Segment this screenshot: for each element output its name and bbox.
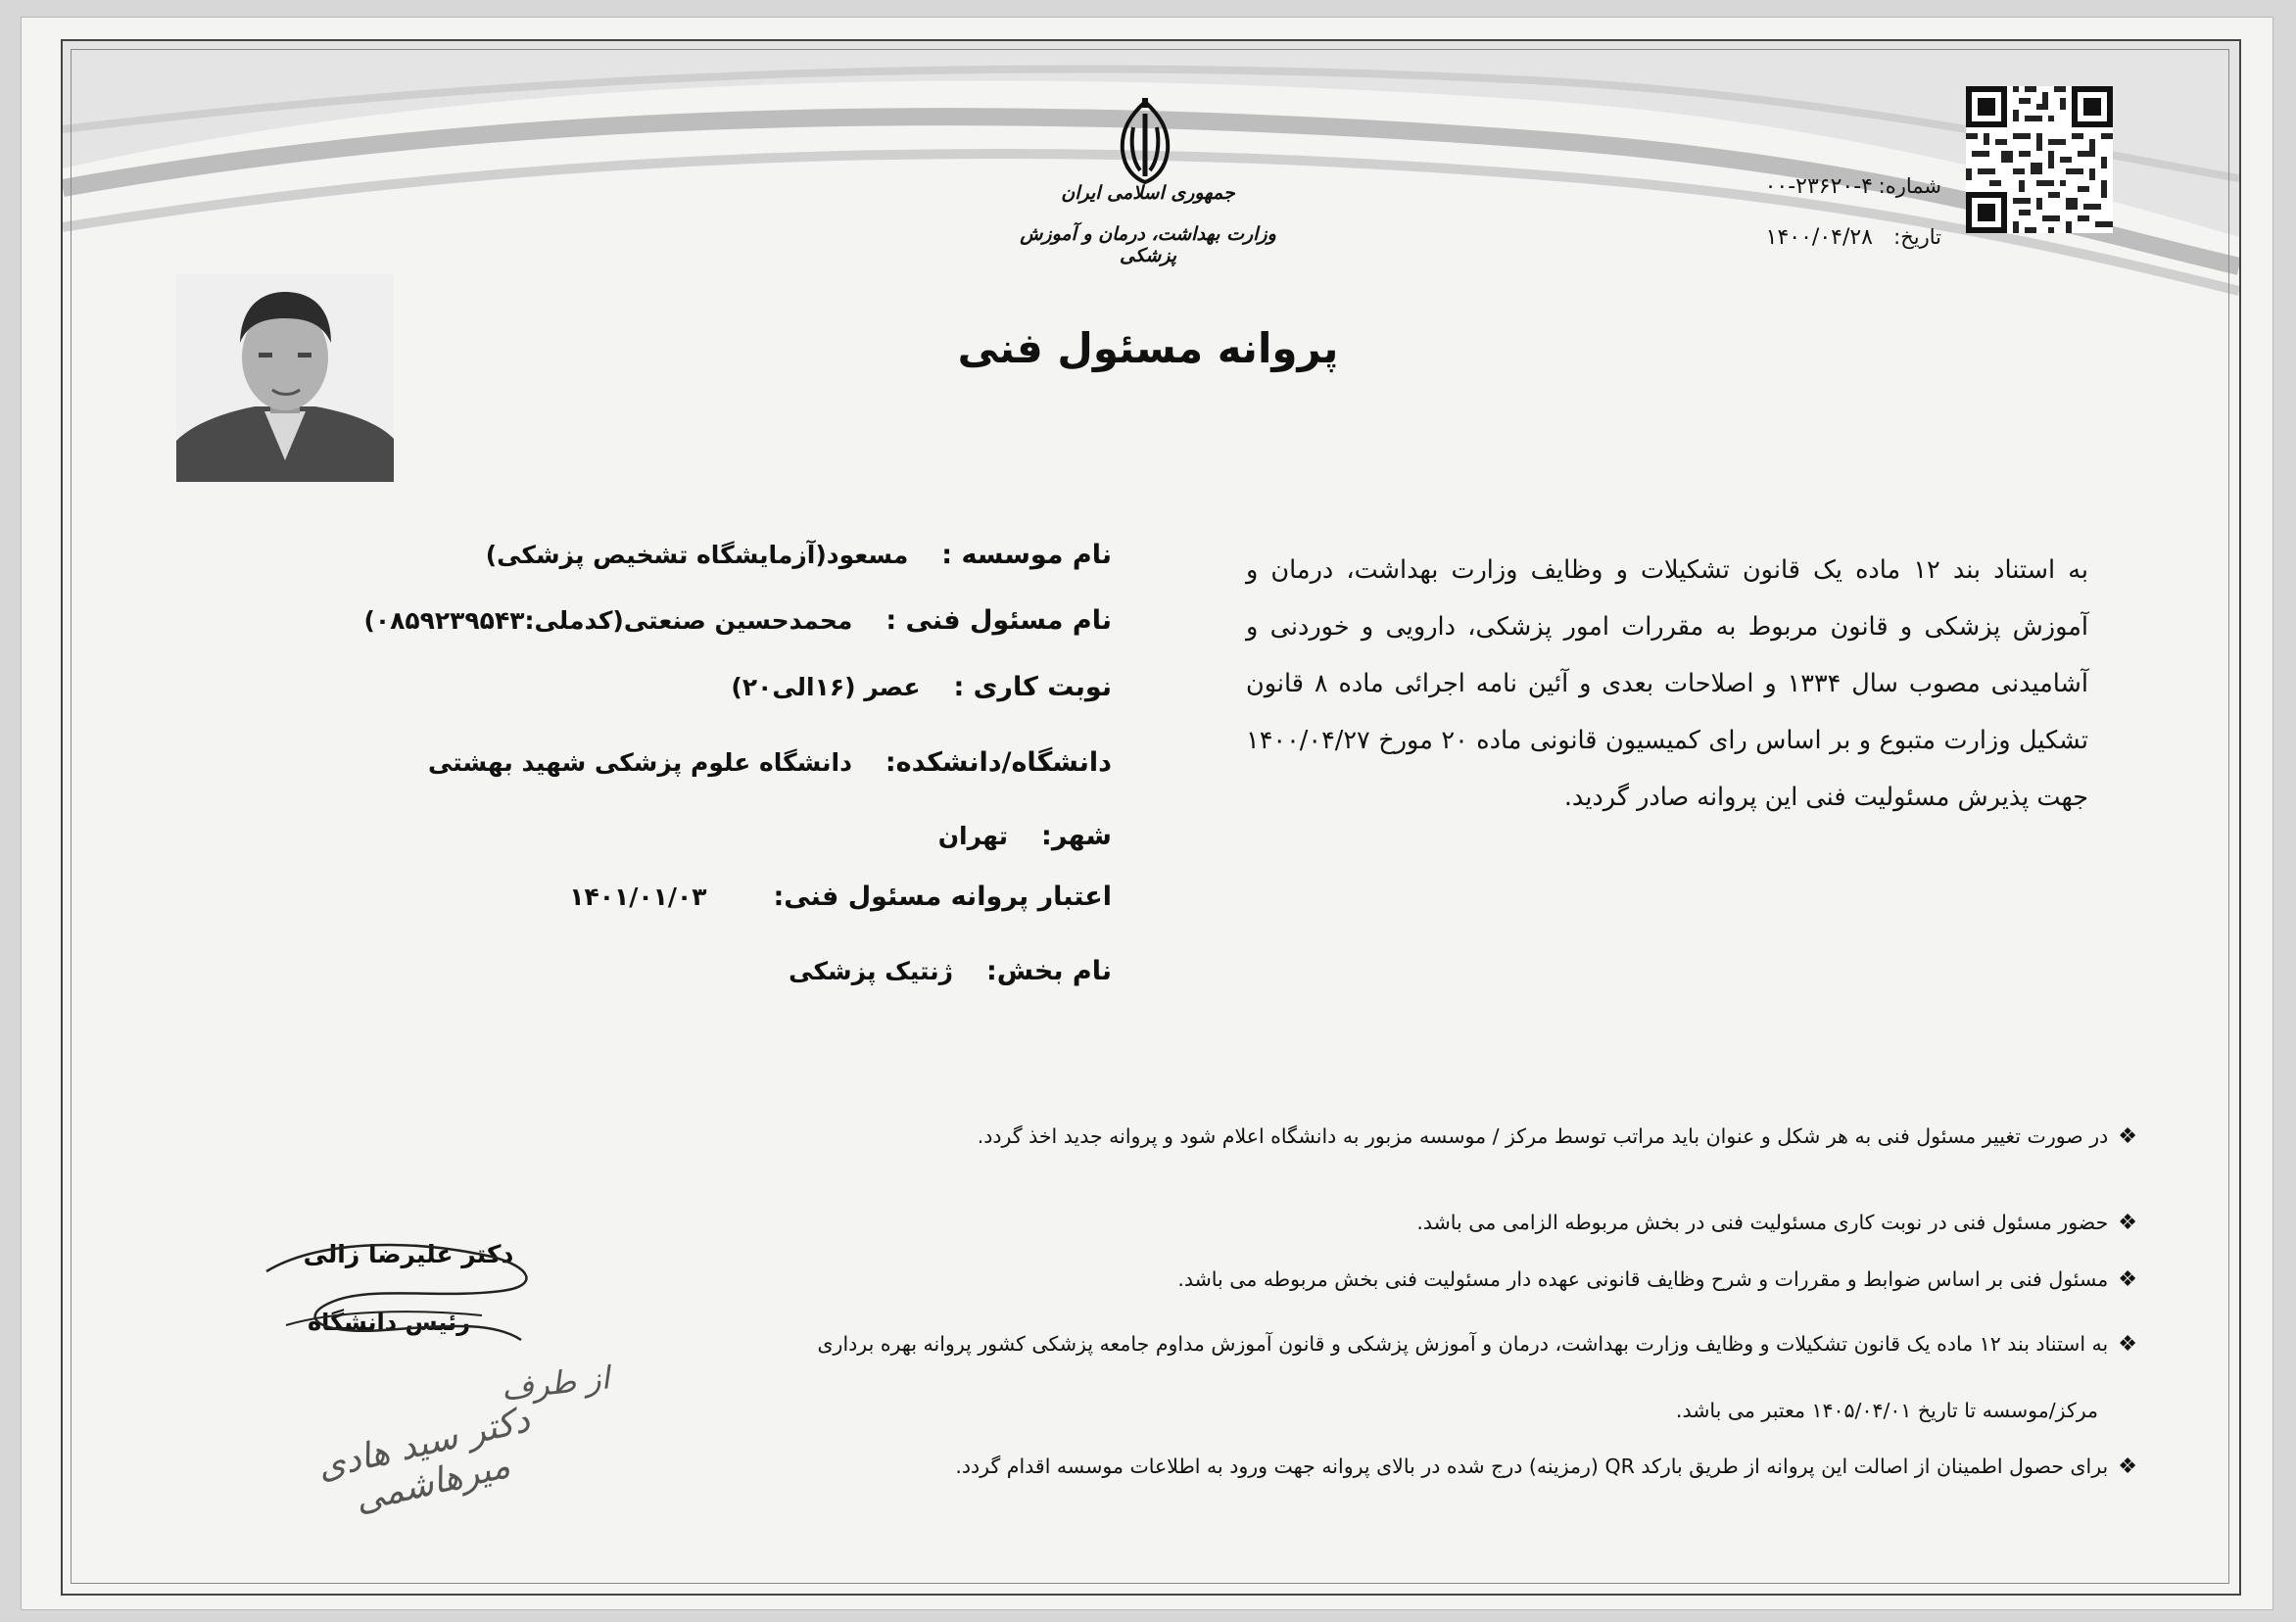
field-validity <box>569 882 1112 912</box>
note-text: حضور مسئول فنی در نوبت کاری مسئولیت فنی در بخش مربوطه الزامی می باشد. <box>1416 1211 2109 1234</box>
intro-paragraph: به استناد بند ۱۲ ماده یک قانون تشکیلات و وظایف وزارت بهداشت، درمان و آموزش پزشکی و قانون مربوط به مقررات امور پزشکی، دارویی و خوردنی و آشامیدنی مصوب سال ۱۳۳۴ و اصلاحات بعدی و آئین نامه اجرائی ماده ۸ قانون تشکیل وزارت متبوع و بر اساس رای کمیسیون قانونی ماده ۲۰ مورخ ۱۴۰۰/۰۴/۲۷ جهت پذیرش مسئولیت فنی این پروانه صادر گردید. <box>1246 555 2088 812</box>
institute-label: نام موسسه : <box>941 540 1112 570</box>
number-value: ۰۰-۲۳۶۲۰-۴ <box>1764 174 1873 199</box>
holder-photo <box>176 274 394 482</box>
note-text: در صورت تغییر مسئول فنی به هر شکل و عنوان باید مراتب توسط مرکز / موسسه مزبور به دانشگاه اعلام شود و پروانه جدید اخذ گردد. <box>977 1124 2109 1148</box>
field-university <box>428 747 1112 778</box>
field-institute <box>486 540 1112 570</box>
header-ministry: وزارت بهداشت، درمان و آموزش پزشکی <box>1020 223 1276 266</box>
department-value: ژنتیک پزشکی <box>789 957 954 985</box>
date-label: تاریخ: <box>1893 225 1941 249</box>
signature-scribble <box>257 1232 550 1360</box>
signatory-name: دکتر علیرضا زالی <box>303 1240 514 1268</box>
city-value: تهران <box>937 822 1009 850</box>
technician-label: نام مسئول فنی : <box>885 605 1112 636</box>
note-text: مسئول فنی بر اساس ضوابط و مقررات و شرح وظایف قانونی عهده دار مسئولیت فنی بخش مربوطه می باشد. <box>1177 1267 2109 1291</box>
department-label: نام بخش: <box>985 956 1112 986</box>
note-item <box>1177 1267 2137 1292</box>
shift-label: نوبت کاری : <box>953 672 1112 702</box>
field-shift <box>731 672 1112 702</box>
university-value: دانشگاه علوم پزشکی شهید بهشتی <box>427 748 852 777</box>
note-item <box>818 1332 2137 1357</box>
handwritten-name: دکتر سید هادی میرهاشمی <box>313 1400 534 1521</box>
university-label: دانشگاه/دانشکده: <box>885 747 1112 778</box>
note-item <box>978 1124 2137 1149</box>
city-label: شهر: <box>1041 821 1112 851</box>
validity-value: ۱۴۰۱/۰۱/۰۳ <box>569 883 707 911</box>
bullet-icon: ❖ <box>2118 1455 2137 1479</box>
note-item <box>1416 1211 2137 1235</box>
document-title: پروانه مسئول فنی <box>957 324 1339 372</box>
note-item <box>955 1455 2137 1479</box>
note-text: به استناد بند ۱۲ ماده یک قانون تشکیلات و وظایف وزارت بهداشت، درمان و آموزش پزشکی و قانون آموزش مداوم جامعه پزشکی کشور پروانه بهره برداری <box>817 1332 2109 1356</box>
bullet-icon: ❖ <box>2118 1267 2137 1292</box>
bullet-icon: ❖ <box>2118 1124 2137 1149</box>
field-technician <box>363 605 1112 636</box>
field-department <box>789 956 1112 986</box>
bullet-icon: ❖ <box>2118 1211 2137 1235</box>
validity-label: اعتبار پروانه مسئول فنی: <box>773 882 1112 912</box>
note-continuation: مرکز/موسسه تا تاریخ ۱۴۰۵/۰۴/۰۱ معتبر می باشد. <box>1675 1399 2098 1422</box>
technician-value: محمدحسین صنعتی(کدملی:۰۸۵۹۲۳۹۵۴۳) <box>363 606 853 635</box>
iran-emblem-icon <box>1101 94 1189 192</box>
license-page <box>22 18 2272 1609</box>
field-city <box>938 821 1112 851</box>
institute-value: مسعود(آزمایشگاه تشخیص پزشکی) <box>485 541 909 569</box>
signatory-title: رئیس دانشگاه <box>307 1309 471 1336</box>
header-country: جمهوری اسلامی ایران <box>1061 182 1235 204</box>
note-text: برای حصول اطمینان از اصالت این پروانه از طریق بارکد QR (رمزینه) درج شده در بالای پروانه جهت ورود به اطلاعات موسسه اقدام گردد. <box>955 1455 2109 1478</box>
shift-value: عصر (۱۶الی۲۰) <box>731 673 921 701</box>
number-label: شماره: <box>1878 174 1941 198</box>
date-value: ۱۴۰۰/۰۴/۲۸ <box>1765 225 1873 250</box>
bullet-icon: ❖ <box>2118 1332 2137 1357</box>
qr-code <box>1966 86 2113 233</box>
handwritten-on-behalf: از طرف <box>499 1359 612 1407</box>
